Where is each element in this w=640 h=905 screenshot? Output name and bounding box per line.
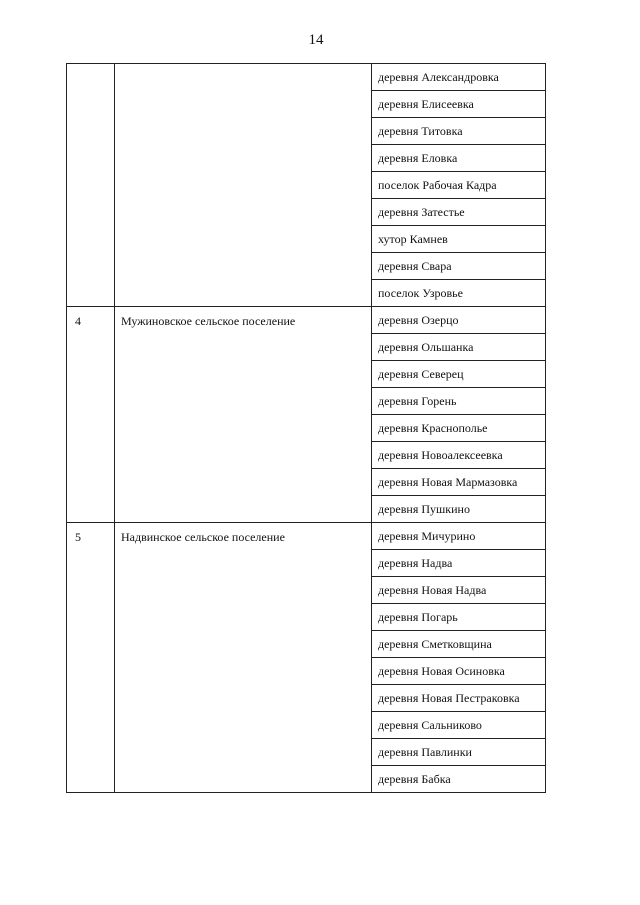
settlements-table (66, 63, 546, 793)
settlements-table-body (67, 64, 546, 793)
locality-cell: деревня Горень (372, 388, 546, 415)
settlement-number-cell: 4 (67, 307, 115, 523)
locality-cell: деревня Новая Пестраковка (372, 685, 546, 712)
locality-cell: поселок Рабочая Кадра (372, 172, 546, 199)
table-row (67, 64, 546, 91)
settlement-number-cell (67, 64, 115, 307)
locality-cell: деревня Титовка (372, 118, 546, 145)
locality-cell: деревня Надва (372, 550, 546, 577)
locality-cell: деревня Новая Мармазовка (372, 469, 546, 496)
locality-cell: поселок Узровье (372, 280, 546, 307)
locality-cell: деревня Погарь (372, 604, 546, 631)
locality-cell: деревня Сметковщина (372, 631, 546, 658)
locality-cell: деревня Северец (372, 361, 546, 388)
settlement-name-cell: Надвинское сельское поселение (115, 523, 372, 793)
locality-cell: деревня Ольшанка (372, 334, 546, 361)
locality-cell: деревня Свара (372, 253, 546, 280)
locality-cell: деревня Елисеевка (372, 91, 546, 118)
table-row (67, 523, 546, 550)
page-number: 14 (308, 32, 324, 48)
locality-cell: деревня Мичурино (372, 523, 546, 550)
locality-cell: хутор Камнев (372, 226, 546, 253)
locality-cell: деревня Краснополье (372, 415, 546, 442)
locality-cell: деревня Сальниково (372, 712, 546, 739)
locality-cell: деревня Новая Надва (372, 577, 546, 604)
settlement-name-cell: Мужиновское сельское поселение (115, 307, 372, 523)
locality-cell: деревня Затестье (372, 199, 546, 226)
table-row (67, 307, 546, 334)
locality-cell: деревня Новоалексеевка (372, 442, 546, 469)
locality-cell: деревня Бабка (372, 766, 546, 793)
settlement-number-cell: 5 (67, 523, 115, 793)
locality-cell: деревня Павлинки (372, 739, 546, 766)
locality-cell: деревня Пушкино (372, 496, 546, 523)
locality-cell: деревня Новая Осиновка (372, 658, 546, 685)
settlement-name-cell (115, 64, 372, 307)
locality-cell: деревня Озерцо (372, 307, 546, 334)
locality-cell: деревня Александровка (372, 64, 546, 91)
locality-cell: деревня Еловка (372, 145, 546, 172)
